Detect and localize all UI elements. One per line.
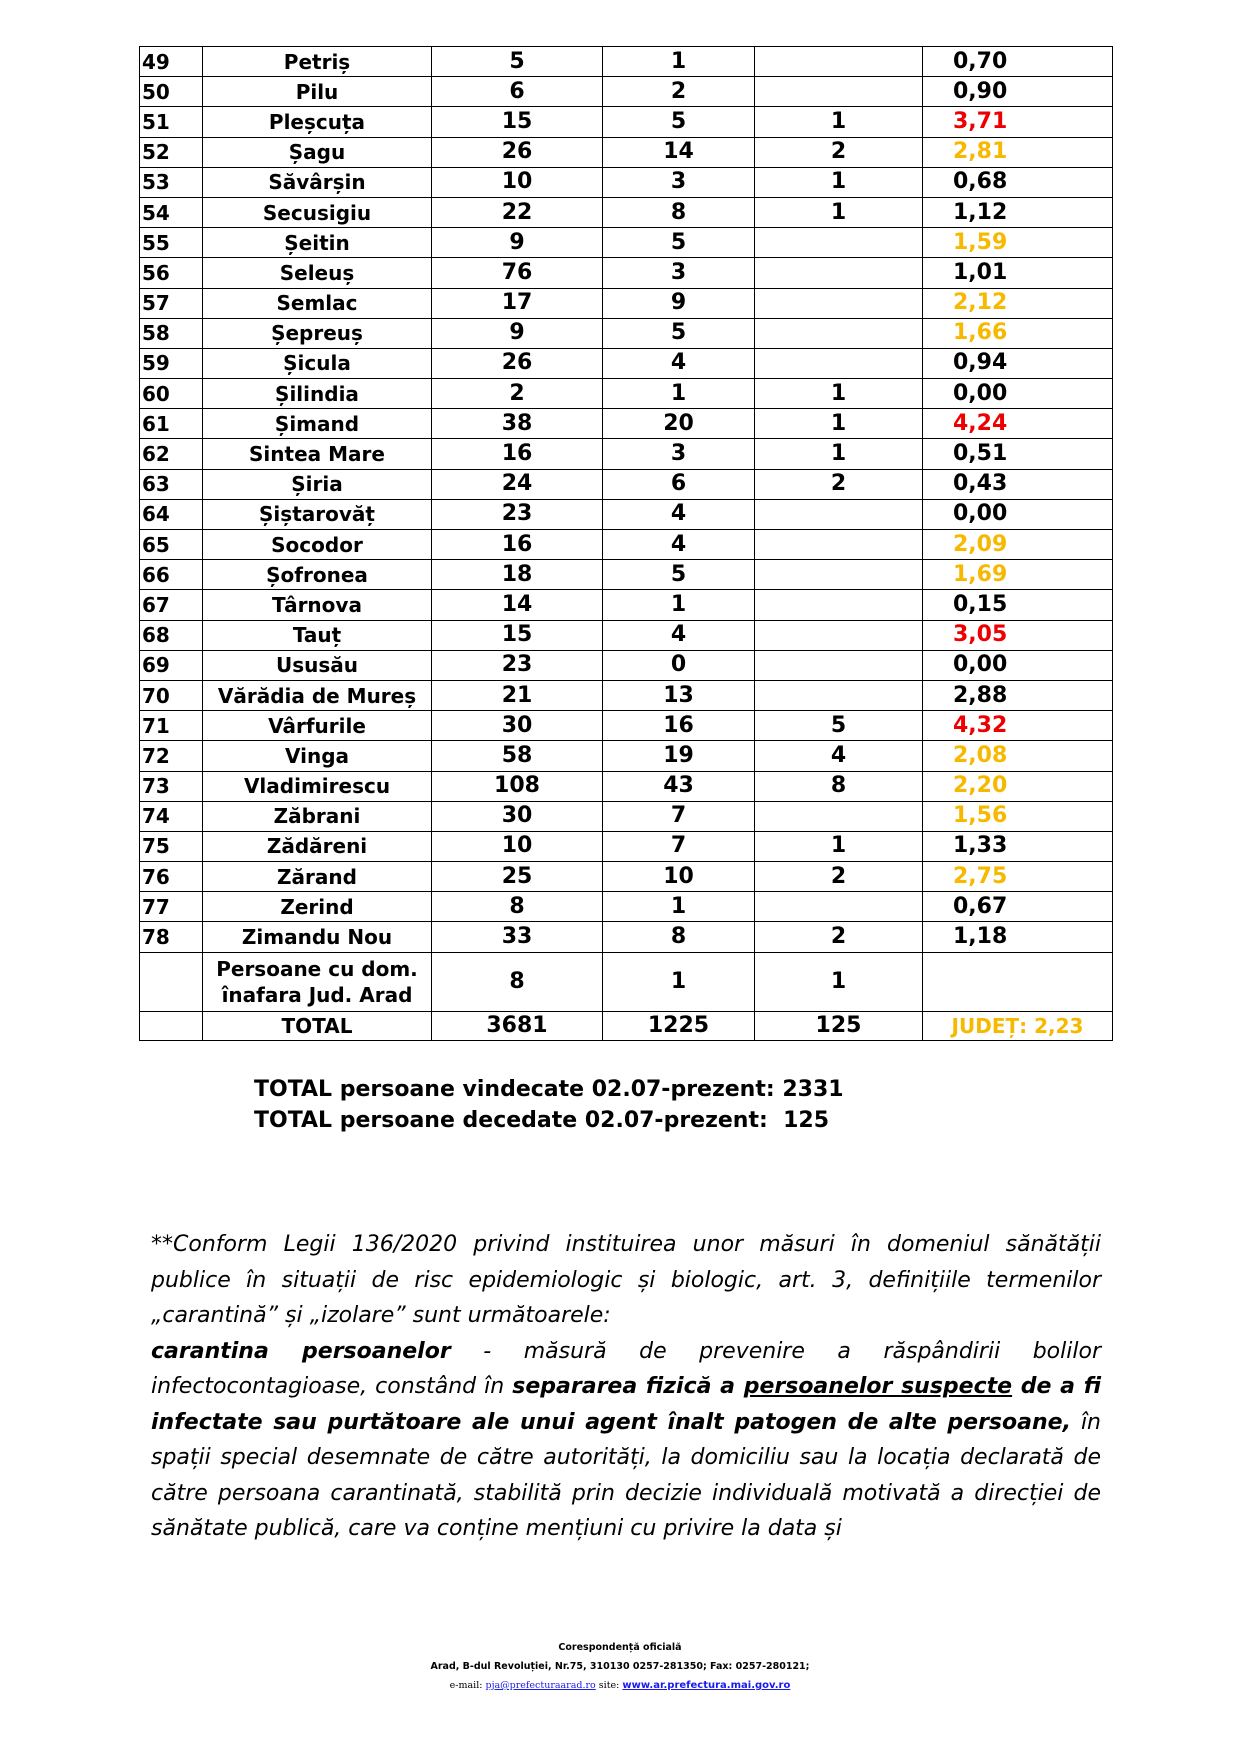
cell-nr: 70 [140,680,203,710]
cell-name: Târnova [203,590,432,620]
cell-active: 5 [603,107,755,137]
site-label: site: [595,1680,623,1691]
cell-outside-c2: 1 [603,952,755,1011]
table-row [140,862,1113,892]
cell-nr: 57 [140,288,203,318]
cell-rate: 4,24 [923,409,1113,439]
cell-name: Șagu [203,137,432,167]
cell-nr: 51 [140,107,203,137]
cell-rate: 0,00 [923,379,1113,409]
cell-rate: 0,70 [923,47,1113,77]
cell-nr: 78 [140,922,203,952]
table-row [140,288,1113,318]
cell-name: Șofronea [203,560,432,590]
cell-nr: 62 [140,439,203,469]
cell-active: 8 [603,197,755,227]
total-county-rate: JUDEȚ: 2,23 [923,1011,1113,1040]
cell-name: Semlac [203,288,432,318]
cell-deaths: 1 [755,167,923,197]
cell-active: 1 [603,590,755,620]
table-row [140,137,1113,167]
cell-cases: 16 [432,439,603,469]
table-row [140,530,1113,560]
cell-deaths: 2 [755,137,923,167]
table-row [140,590,1113,620]
cell-cases: 9 [432,228,603,258]
cell-name: Petriș [203,47,432,77]
table-row [140,167,1113,197]
table-row [140,711,1113,741]
table-row [140,650,1113,680]
email-link[interactable]: pja@prefecturaarad.ro [485,1680,596,1691]
footer-title: Corespondență oficială [558,1642,682,1653]
cell-cases: 30 [432,801,603,831]
cell-nr: 76 [140,862,203,892]
cell-cases: 5 [432,47,603,77]
cell-nr: 65 [140,530,203,560]
cell-name: Zărand [203,862,432,892]
cell-deaths: 2 [755,469,923,499]
cell-name: Ususău [203,650,432,680]
table-row [140,469,1113,499]
cell-nr: 54 [140,197,203,227]
cell-active: 1 [603,47,755,77]
cell-name: Zimandu Nou [203,922,432,952]
cell-cases: 22 [432,197,603,227]
cell-nr: 68 [140,620,203,650]
cell-cases: 38 [432,409,603,439]
cell-name: Pilu [203,77,432,107]
cell-name: Săvârșin [203,167,432,197]
cell-rate: 1,18 [923,922,1113,952]
cell-active: 3 [603,167,755,197]
cell-name: Vărădia de Mureș [203,680,432,710]
cell-cases: 26 [432,137,603,167]
table-row [140,680,1113,710]
cell-active: 9 [603,288,755,318]
cell-active: 3 [603,439,755,469]
footer-address: Arad, B-dul Revoluției, Nr.75, 310130 0257-281350; Fax: 0257-280121; [430,1661,810,1672]
note-underlined: persoanelor suspecte [743,1374,1013,1399]
cell-rate: 2,81 [923,137,1113,167]
cell-rate: 1,12 [923,197,1113,227]
cell-deaths [755,590,923,620]
table-row [140,107,1113,137]
cell-nr: 67 [140,590,203,620]
cell-rate: 2,88 [923,680,1113,710]
cell-active: 7 [603,831,755,861]
cell-cases: 17 [432,288,603,318]
cell-nr: 63 [140,469,203,499]
cell-nr: 66 [140,560,203,590]
cell-outside-c3: 1 [755,952,923,1011]
legal-note [151,1227,1101,1547]
totals-summary [254,1074,844,1136]
cell-active: 13 [603,680,755,710]
note-dash: - măsură de prevenire a răspândirii bolilor infectocontagioase, constând în [151,1338,1101,1399]
cell-rate: 2,12 [923,288,1113,318]
cell-nr: 69 [140,650,203,680]
cell-active: 43 [603,771,755,801]
cell-active: 6 [603,469,755,499]
table-row [140,379,1113,409]
table-row [140,439,1113,469]
cell-rate: 1,33 [923,831,1113,861]
table-row [140,258,1113,288]
cell-rate: 3,05 [923,620,1113,650]
cell-active: 1 [603,892,755,922]
total-c2: 1225 [603,1011,755,1040]
cell-deaths [755,228,923,258]
cell-rate: 0,90 [923,77,1113,107]
table-body [140,47,1113,1041]
cell-nr: 55 [140,228,203,258]
table-row [140,348,1113,378]
table-row [140,922,1113,952]
cell-active: 5 [603,228,755,258]
cell-name: Șicula [203,348,432,378]
cell-deaths: 4 [755,741,923,771]
cell-cases: 15 [432,620,603,650]
cell-cases: 25 [432,862,603,892]
cell-nr: 64 [140,499,203,529]
cell-deaths: 1 [755,197,923,227]
cell-deaths [755,348,923,378]
cell-name: Șeitin [203,228,432,258]
cell-rate: 1,56 [923,801,1113,831]
cell-active: 7 [603,801,755,831]
cell-active: 16 [603,711,755,741]
cell-rate: 2,08 [923,741,1113,771]
site-link[interactable]: www.ar.prefectura.mai.gov.ro [622,1680,791,1691]
cell-cases: 2 [432,379,603,409]
cell-active: 4 [603,620,755,650]
cell-name: Șiștarovăț [203,499,432,529]
cell-nr: 73 [140,771,203,801]
cell-cases: 10 [432,167,603,197]
cell-outside-c1: 8 [432,952,603,1011]
cell-nr: 71 [140,711,203,741]
cell-name: Vinga [203,741,432,771]
cell-name: Zăbrani [203,801,432,831]
table-row-total [140,1011,1113,1040]
cell-deaths [755,288,923,318]
cell-deaths: 1 [755,379,923,409]
cell-active: 5 [603,560,755,590]
cell-name: Pleșcuța [203,107,432,137]
table-row [140,560,1113,590]
cell-deaths: 1 [755,107,923,137]
cell-rate: 0,00 [923,650,1113,680]
cell-name: Seleuș [203,258,432,288]
cell-name: Vârfurile [203,711,432,741]
cell-active: 14 [603,137,755,167]
cell-rate: 0,68 [923,167,1113,197]
cell-name-outside [203,952,432,1011]
outside-name-line2: înafara Jud. Arad [221,982,413,1007]
cell-active: 8 [603,922,755,952]
cell-rate: 2,75 [923,862,1113,892]
cell-nr: 77 [140,892,203,922]
cell-deaths [755,680,923,710]
table-row [140,47,1113,77]
table-row [140,77,1113,107]
cell-nr: 74 [140,801,203,831]
cell-cases: 6 [432,77,603,107]
cell-rate: 1,01 [923,258,1113,288]
table-row [140,197,1113,227]
cell-nr: 60 [140,379,203,409]
cell-cases: 58 [432,741,603,771]
cell-name: Zerind [203,892,432,922]
cell-deaths: 1 [755,439,923,469]
cell-cases: 15 [432,107,603,137]
table-row [140,499,1113,529]
cell-rate: 1,66 [923,318,1113,348]
cell-nr: 52 [140,137,203,167]
cell-cases: 9 [432,318,603,348]
cell-active: 10 [603,862,755,892]
cell-deaths [755,892,923,922]
cell-deaths [755,318,923,348]
cell-deaths [755,499,923,529]
cell-active: 20 [603,409,755,439]
cell-nr: 72 [140,741,203,771]
cell-active: 4 [603,348,755,378]
email-label: e-mail: [449,1680,486,1691]
footer [0,1638,1240,1695]
cell-cases: 30 [432,711,603,741]
cell-rate: 0,00 [923,499,1113,529]
total-label: TOTAL [203,1011,432,1040]
cell-name: Zădăreni [203,831,432,861]
cell-deaths: 2 [755,862,923,892]
cell-deaths: 1 [755,409,923,439]
table-row [140,318,1113,348]
cell-active: 2 [603,77,755,107]
cell-cases: 16 [432,530,603,560]
cell-name: Socodor [203,530,432,560]
cell-cases: 10 [432,831,603,861]
cell-cases: 26 [432,348,603,378]
cell-name: Șilindia [203,379,432,409]
total-c3: 125 [755,1011,923,1040]
cell-cases: 33 [432,922,603,952]
cell-deaths [755,620,923,650]
cell-cases: 8 [432,892,603,922]
cell-active: 19 [603,741,755,771]
cell-name: Sintea Mare [203,439,432,469]
cell-deaths [755,560,923,590]
cell-active: 4 [603,530,755,560]
outside-name-line1: Persoane cu dom. [216,956,418,981]
table-row [140,741,1113,771]
footer-contact [0,1676,1240,1695]
cell-deaths: 5 [755,711,923,741]
cell-outside-rate [923,952,1113,1011]
cell-nr: 49 [140,47,203,77]
cell-active: 1 [603,379,755,409]
total-recovered: TOTAL persoane vindecate 02.07-prezent: 2331 [254,1077,844,1102]
cell-rate: 1,69 [923,560,1113,590]
cell-active: 5 [603,318,755,348]
cell-rate: 2,09 [923,530,1113,560]
cell-rate: 0,94 [923,348,1113,378]
cell-cases: 21 [432,680,603,710]
cell-nr: 56 [140,258,203,288]
covid-incidence-table [139,46,1113,1041]
table-row [140,228,1113,258]
note-bold2: de a fi infectate sau purtătoare ale unui agent înalt patogen de alte persoane, [151,1374,1102,1435]
cell-name: Tauț [203,620,432,650]
cell-deaths [755,77,923,107]
cell-deaths [755,258,923,288]
cell-rate: 0,15 [923,590,1113,620]
cell-deaths [755,650,923,680]
cell-nr: 58 [140,318,203,348]
cell-rate: 2,20 [923,771,1113,801]
cell-cases: 76 [432,258,603,288]
cell-rate: 3,71 [923,107,1113,137]
total-c1: 3681 [432,1011,603,1040]
table-row [140,892,1113,922]
cell-cases: 24 [432,469,603,499]
cell-deaths [755,530,923,560]
cell-rate: 0,43 [923,469,1113,499]
cell-rate: 0,51 [923,439,1113,469]
cell-active: 4 [603,499,755,529]
cell-nr: 59 [140,348,203,378]
cell-cases: 14 [432,590,603,620]
cell-nr: 61 [140,409,203,439]
cell-deaths [755,801,923,831]
cell-cases: 18 [432,560,603,590]
table-row [140,831,1113,861]
cell-rate: 4,32 [923,711,1113,741]
cell-name: Șepreuș [203,318,432,348]
cell-rate: 1,59 [923,228,1113,258]
cell-deaths [755,47,923,77]
cell-cases: 23 [432,499,603,529]
table-row [140,801,1113,831]
cell-nr: 53 [140,167,203,197]
note-definition [151,1334,1101,1547]
cell-nr: 50 [140,77,203,107]
note-rest: în spații special desemnate de către autorități, la domiciliu sau la locația declarată de către persoana carantinată, stabilită prin decizie individuală motivată a direcției de sănătate publică, care va conține mențiuni cu privire la data și [151,1409,1101,1541]
cell-cases: 23 [432,650,603,680]
table-row [140,771,1113,801]
cell-deaths: 8 [755,771,923,801]
cell-name: Șimand [203,409,432,439]
table-row [140,409,1113,439]
cell-nr [140,1011,203,1040]
table-row [140,620,1113,650]
cell-deaths: 2 [755,922,923,952]
note-term: carantina persoanelor [151,1338,451,1364]
cell-nr [140,952,203,1011]
cell-deaths: 1 [755,831,923,861]
total-deceased: TOTAL persoane decedate 02.07-prezent: 125 [254,1108,830,1133]
cell-active: 0 [603,650,755,680]
cell-active: 3 [603,258,755,288]
cell-name: Vladimirescu [203,771,432,801]
cell-name: Șiria [203,469,432,499]
note-intro: **Conform Legii 136/2020 privind instituirea unor măsuri în domeniul sănătății publice în situații de risc epidemiologic și biologic, art. 3, definițiile termenilor „carantină” și „izolare” sunt următoarele: [151,1232,1101,1328]
cell-rate: 0,67 [923,892,1113,922]
cell-nr: 75 [140,831,203,861]
table-row-outside [140,952,1113,1011]
note-bold1: separarea fizică a [512,1374,744,1399]
cell-cases: 108 [432,771,603,801]
cell-name: Secusigiu [203,197,432,227]
